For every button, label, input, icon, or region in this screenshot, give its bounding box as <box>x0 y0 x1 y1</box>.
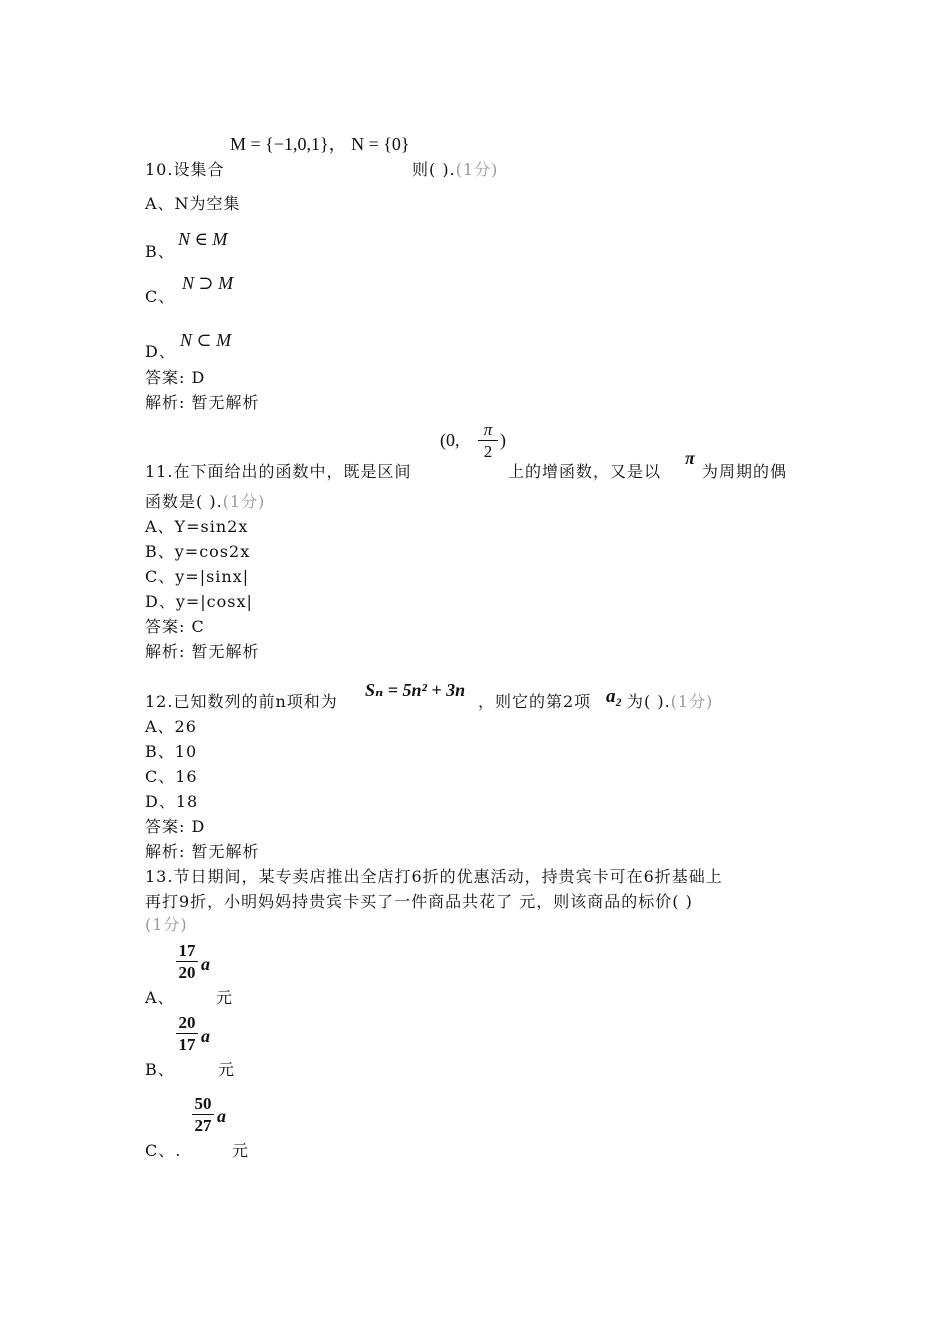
q11-stem-part1: 11.在下面给出的函数中，既是区间 <box>145 462 412 481</box>
q12-stem-part2: ，则它的第2项 <box>478 692 592 711</box>
q12-option-c: C、16 <box>145 767 198 786</box>
q12-stem-part1: 12.已知数列的前n项和为 <box>145 692 338 711</box>
q11-option-a: A、Y=sin2x <box>145 517 249 536</box>
q12-sum-formula: Sₙ = 5n² + 3n <box>365 680 466 700</box>
q12-option-d: D、18 <box>145 792 199 811</box>
q12-stem-part3-text: 为( ). <box>627 692 671 711</box>
q13-option-c-denominator: 27 <box>194 1116 212 1135</box>
q13-option-c-fraction <box>192 1094 214 1135</box>
q13-option-b-label: B、 <box>145 1060 175 1079</box>
q13-option-b-denominator: 17 <box>178 1035 196 1054</box>
fraction-bar <box>478 440 498 441</box>
q12-option-b: B、10 <box>145 742 198 761</box>
q13-stem-line1: 13.节日期间，某专卖店推出全店打6折的优惠活动，持贵宾卡可在6折基础上 <box>145 867 723 886</box>
q13-option-b-variable: a <box>201 1026 210 1046</box>
q12-score: (1分) <box>670 692 714 711</box>
q11-interval-fraction <box>478 420 498 461</box>
q13-option-a-variable: a <box>201 954 210 974</box>
q11-interval-denominator: 2 <box>483 442 493 461</box>
q10-option-b-math: N ∈ M <box>178 229 228 249</box>
q10-option-c: C、 <box>145 287 176 306</box>
q10-stem-tail <box>412 160 498 180</box>
q11-analysis: 解析: 暂无解析 <box>145 642 260 661</box>
q11-option-c: C、y=|sinx| <box>145 567 250 586</box>
q10-score: (1分) <box>455 160 499 179</box>
q11-stem-line2-text: 函数是( ). <box>145 492 223 511</box>
q11-score: (1分) <box>222 492 266 511</box>
q13-option-c-unit: 元 <box>232 1141 250 1160</box>
q12-analysis: 解析: 暂无解析 <box>145 842 260 861</box>
q13-option-b-fraction <box>176 1013 198 1054</box>
q13-stem-line2: 再打9折，小明妈妈持贵宾卡买了一件商品共花了 元，则该商品的标价( ) <box>145 892 693 911</box>
q12-a2-symbol: a₂ <box>606 686 623 707</box>
q12-answer: 答案: D <box>145 817 206 836</box>
q11-stem-part3: 为周期的偶 <box>702 462 788 481</box>
q13-option-a-denominator: 20 <box>178 963 196 982</box>
q10-option-c-math: N ⊃ M <box>182 273 234 293</box>
q10-set-formula: M = {−1,0,1}， N = {0} <box>230 134 410 154</box>
q10-analysis: 解析: 暂无解析 <box>145 393 260 412</box>
fraction-bar <box>192 1114 214 1115</box>
q11-interval-close: ) <box>500 430 506 450</box>
q13-score: (1分) <box>145 915 188 934</box>
q13-option-a-numerator: 17 <box>178 941 196 960</box>
q13-option-b-numerator: 20 <box>178 1013 196 1032</box>
q11-answer: 答案: C <box>145 617 205 636</box>
q10-option-b: B、 <box>145 242 175 261</box>
q11-interval-numerator: π <box>483 420 493 439</box>
q13-option-c-numerator: 50 <box>194 1094 212 1113</box>
q12-option-a: A、26 <box>145 717 197 736</box>
fraction-bar <box>176 1033 198 1034</box>
q10-stem-tail-text: 则( ). <box>412 160 456 179</box>
q11-option-d: D、y=|cosx| <box>145 592 253 611</box>
q13-option-a-fraction <box>176 941 198 982</box>
q10-option-d: D、 <box>145 342 176 361</box>
q13-option-b-unit: 元 <box>218 1060 236 1079</box>
q10-answer: 答案: D <box>145 368 206 387</box>
q10-option-a: A、N为空集 <box>145 194 241 213</box>
q11-stem-part2: 上的增函数，又是以 <box>508 462 662 481</box>
q12-stem-part3 <box>627 692 713 712</box>
q11-stem-line2 <box>145 492 265 512</box>
q11-pi-symbol: π <box>685 448 695 468</box>
q13-option-a-unit: 元 <box>216 988 234 1007</box>
q13-option-c-variable: a <box>217 1106 226 1126</box>
q11-interval-open: (0, <box>440 430 460 450</box>
q11-option-b: B、y=cos2x <box>145 542 251 561</box>
q10-option-d-math: N ⊂ M <box>180 330 232 350</box>
q13-option-a-label: A、 <box>145 988 175 1007</box>
q13-option-c-label: C、. <box>145 1141 182 1160</box>
fraction-bar <box>176 961 198 962</box>
q10-stem: 10.设集合 <box>145 160 225 179</box>
